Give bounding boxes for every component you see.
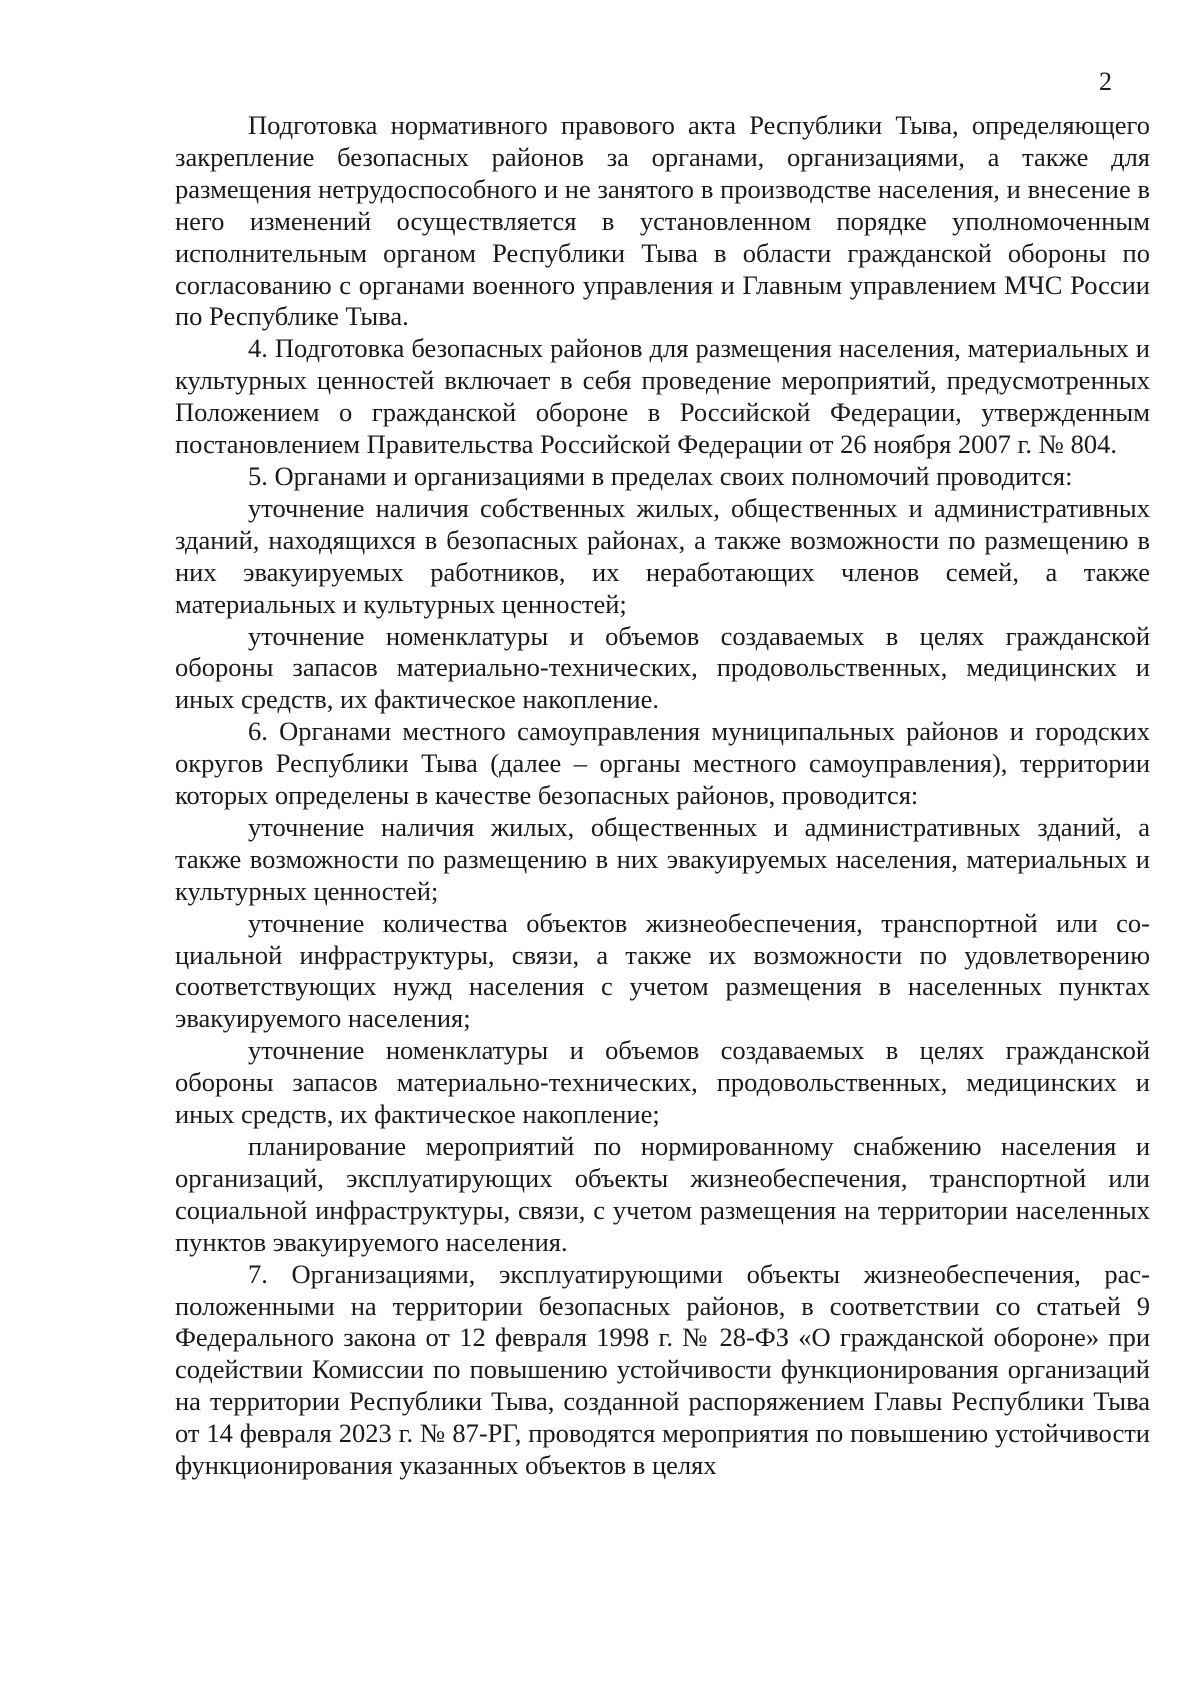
page-number: 2 [1099,67,1112,96]
paragraph-item-4: 4. Подготовка безопасных районов для размещения населения, материальных и культурных ценностей включает в себя проведение мероприятий, предусмотренных Положением о гражданской обороне в Российской Федерации, утвержденным постановлением Правительства Российской Федерации от 26 ноября 2007 г. № 804. [175,333,1150,460]
paragraph-item-5-clause-1: уточнение наличия собственных жилых, общественных и административных зданий, находящихся в безопасных районах, а также возможности по размещению в них эвакуируемых работников, их неработающих членов семей, а также материальных и культурных ценностей; [175,492,1150,619]
paragraph-item-6-clause-1: уточнение наличия жилых, общественных и административных зданий, а также возможности по размещению в них эвакуируемых населения, материальных и культурных ценностей; [175,811,1150,906]
paragraph-item-5-clause-2: уточнение номенклатуры и объемов создаваемых в целях гражданской обороны запасов материально-технических, продовольственных, медицинских и иных средств, их фактическое накопление. [175,620,1150,715]
paragraph-item-6: 6. Органами местного самоуправления муниципальных районов и городских округов Республики Тыва (далее – органы местного самоуправления), территории которых определены в качестве безопасных районов, проводится: [175,716,1150,811]
paragraph-item-6-clause-3: уточнение номенклатуры и объемов создаваемых в целях гражданской обороны запасов материально-технических, продовольственных, медицинских и иных средств, их фактическое накопление; [175,1035,1150,1130]
paragraph-item-7: 7. Организациями, эксплуатирующими объекты жизнеобеспечения, расположенными на территории безопасных районов, в соответствии со статьей 9 Федерального закона от 12 февраля 1998 г. № 28-ФЗ «О гражданской обороне» при содействии Комиссии по повышению устойчивости функционирования организаций на территории Республики Тыва, созданной распоряжением Главы Республики Тыва от 14 февраля 2023 г. № 87-РГ, проводятся мероприятия по повышению устойчивости функционирования указанных объектов в целях [175,1258,1150,1481]
document-body [175,110,1150,1482]
paragraph-item-5: 5. Органами и организациями в пределах своих полномочий проводится: [248,460,1073,491]
paragraph-intro: Подготовка нормативного правового акта Республики Тыва, определяющего закрепление безопасных районов за органами, организациями, а также для размещения нетрудоспособного и не занятого в производстве населения, и внесение в него изменений осуществляется в установленном порядке уполномоченным исполнительным органом Республики Тыва в области гражданской обороны по согласованию с органами военного управления и Главным управлением МЧС России по Республике Тыва. [175,110,1150,332]
paragraph-item-6-clause-4: планирование мероприятий по нормированному снабжению населения и организаций, эксплуатирующих объекты жизнеобеспечения, транспортной или социальной инфраструктуры, связи, с учетом размещения на территории населенных пунктов эвакуируемого населения. [175,1131,1150,1257]
paragraph-item-6-clause-2: уточнение количества объектов жизнеобеспечения, транспортной или социальной инфраструктуры, связи, а также их возможности по удовлетворению соответствующих нужд населения с учетом размещения в населенных пунктах эвакуируемого населения; [175,907,1150,1034]
